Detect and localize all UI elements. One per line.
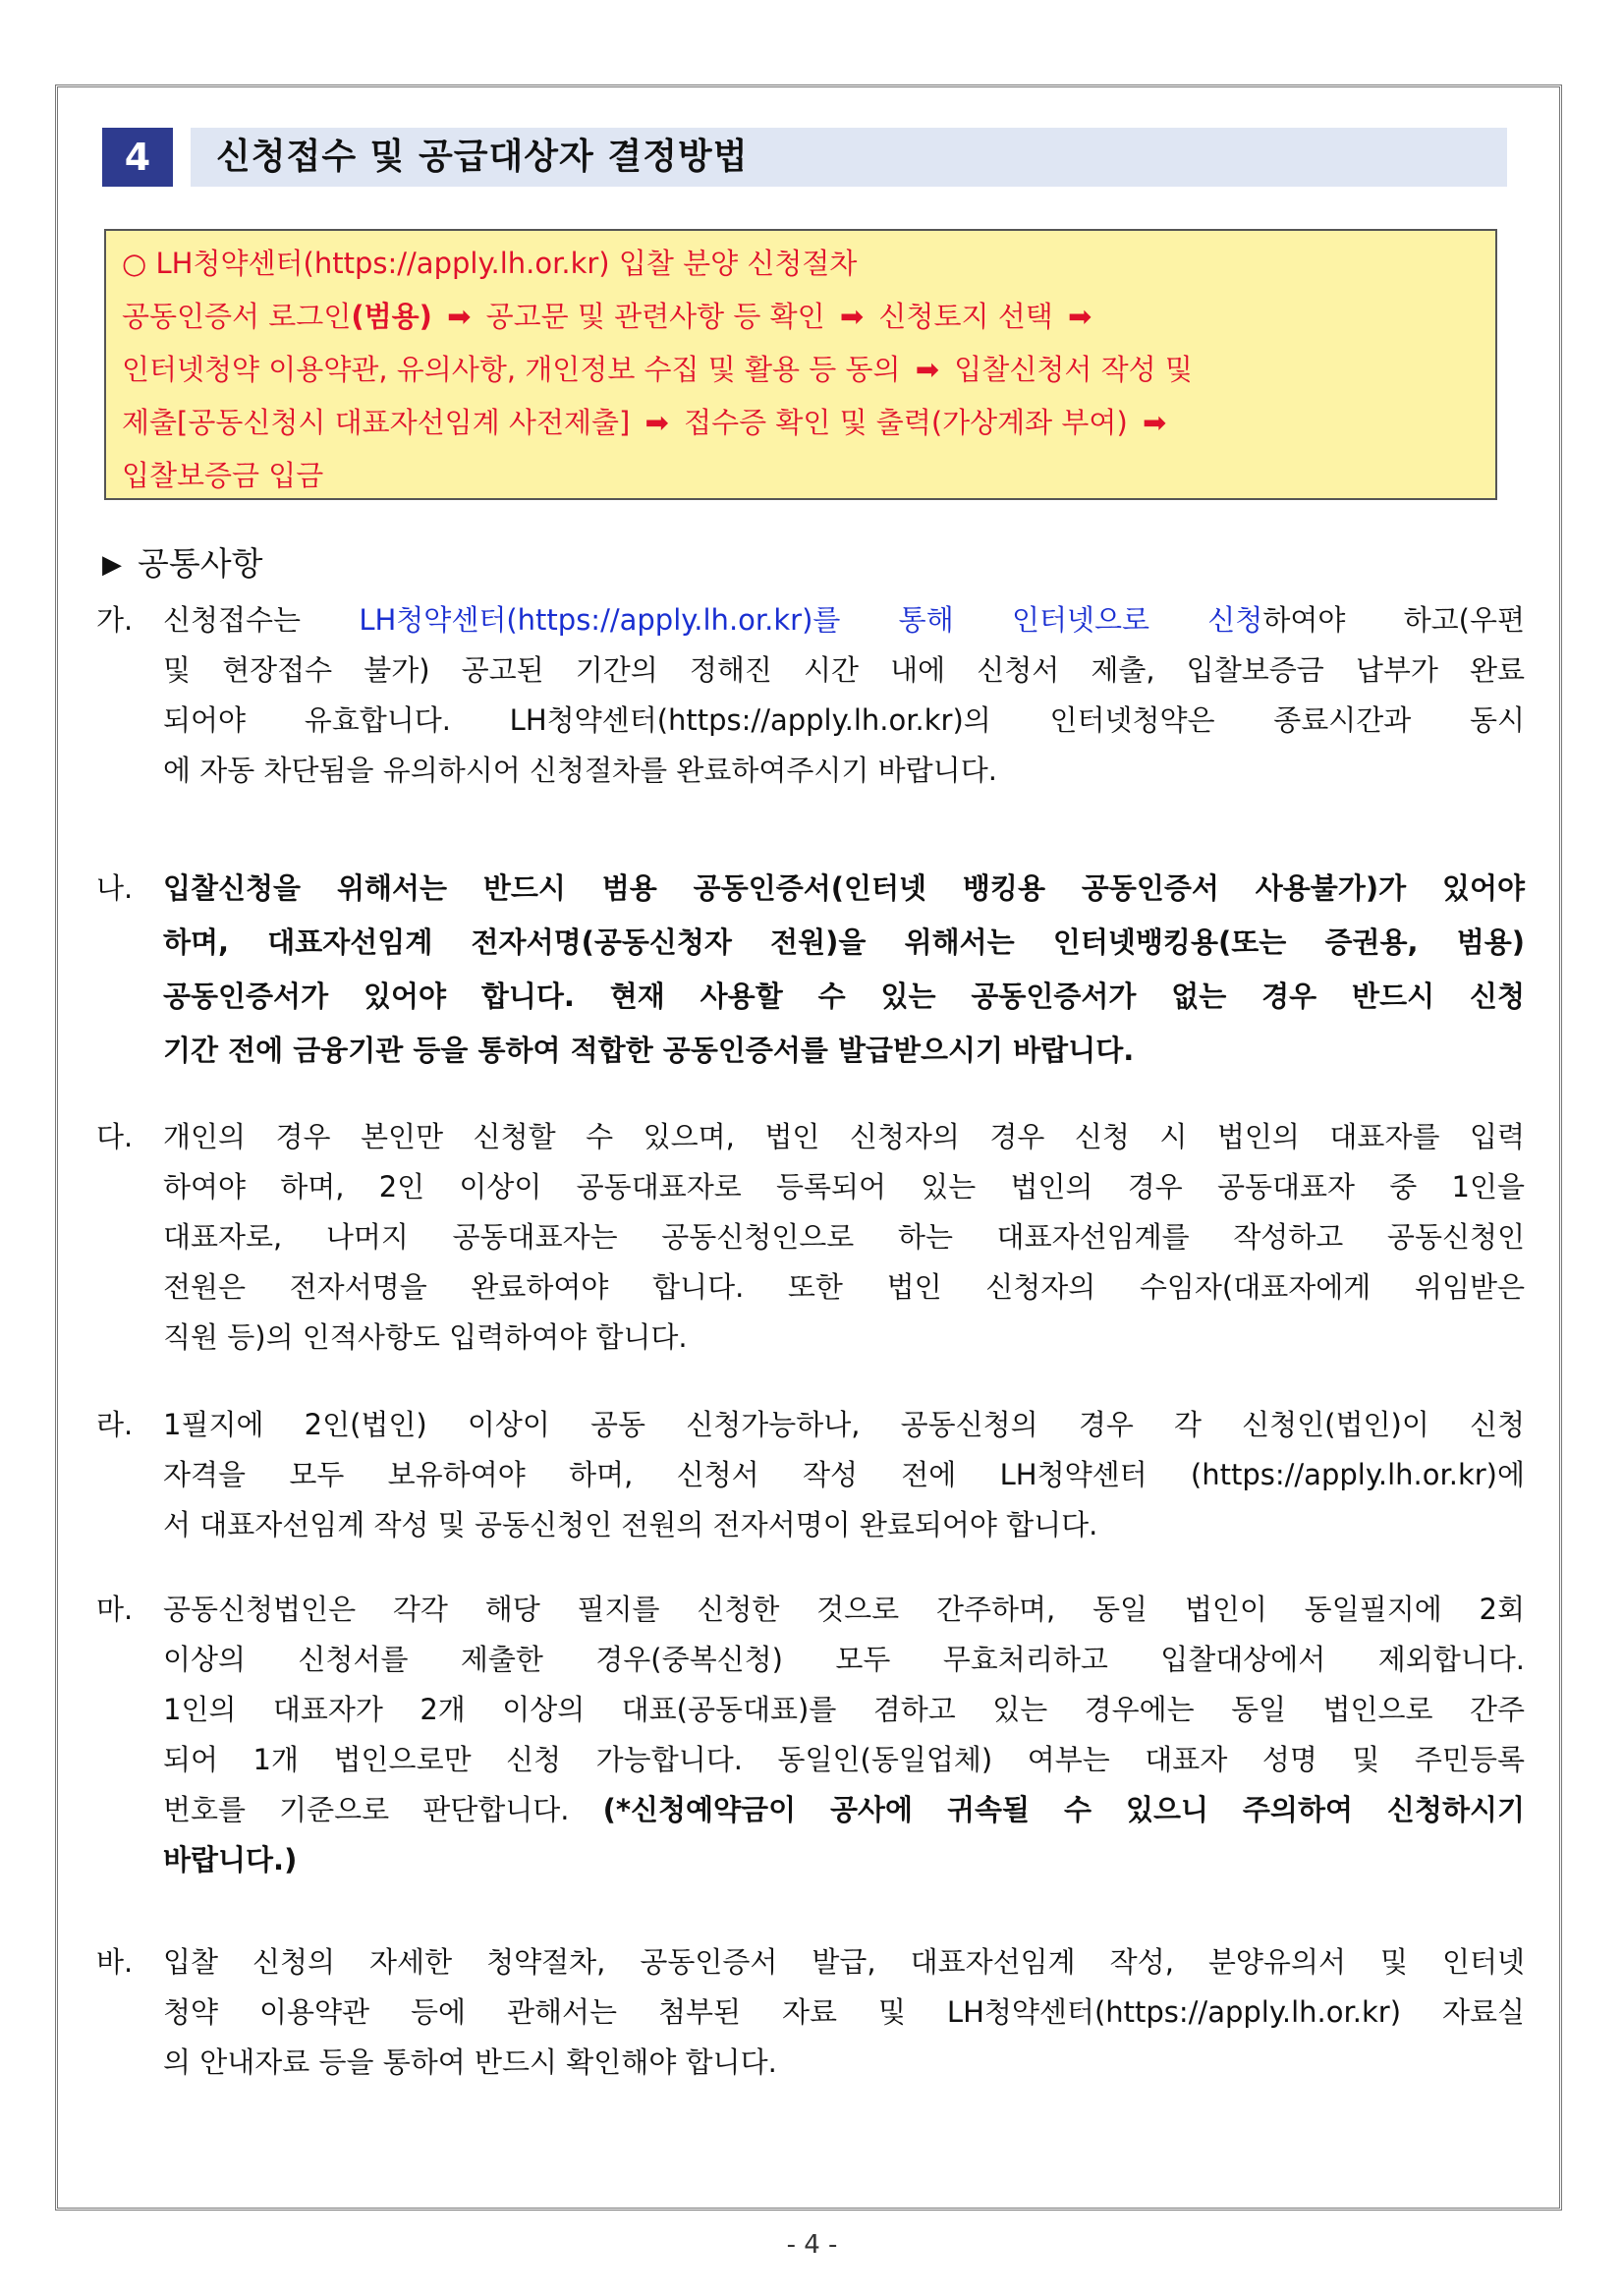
item-line: 하며, 대표자선임계 전자서명(공동신청자 전원)을 위해서는 인터넷뱅킹용(또는 증권용, 범용): [163, 925, 1525, 959]
step-write-application: 입찰신청서 작성 및: [954, 353, 1193, 386]
item-line: [163, 1785, 1525, 1835]
item-line: 공동인증서가 있어야 합니다. 현재 사용할 수 있는 공동인증서가 없는 경우 반드시 신청: [163, 980, 1525, 1013]
item-line: 직원 등)의 인적사항도 입력하여야 합니다.: [163, 1320, 688, 1354]
step-select-land: 신청토지 선택: [878, 300, 1053, 333]
item-ga: [96, 595, 1525, 796]
item-label: 나.: [96, 871, 134, 905]
procedure-heading: ○ LH청약센터(https://apply.lh.or.kr) 입찰 분양 신청절차: [122, 247, 858, 280]
section-title: 신청접수 및 공급대상자 결정방법: [216, 137, 749, 177]
arrow-icon: ➡: [1067, 300, 1092, 333]
triangle-bullet-icon: ▶: [102, 550, 122, 580]
item-text: 번호를 기준으로 판단합니다.: [163, 1793, 603, 1826]
item-label: 마.: [96, 1593, 134, 1626]
application-procedure-box: [104, 229, 1497, 500]
lh-center-link-text: LH청약센터(https://apply.lh.or.kr)를 통해 인터넷으로 신청: [359, 603, 1263, 637]
item-line: 입찰신청을 위해서는 반드시 범용 공동인증서(인터넷 뱅킹용 공동인증서 사용불가)가 있어야: [163, 871, 1525, 905]
arrow-icon: ➡: [915, 353, 940, 386]
item-ba: [96, 1937, 1525, 2088]
item-ma: [96, 1585, 1525, 1885]
item-line: 전원은 전자서명을 완료하여야 합니다. 또한 법인 신청자의 수임자(대표자에게 위임받은: [163, 1270, 1525, 1304]
item-line: 하여야 하며, 2인 이상이 공동대표자로 등록되어 있는 법인의 경우 공동대표자 중 1인을: [163, 1170, 1525, 1204]
item-ra: [96, 1400, 1525, 1550]
step-login: 공동인증서 로그인: [122, 300, 352, 333]
item-line: 에 자동 차단됨을 유의하시어 신청절차를 완료하여주시기 바랍니다.: [163, 754, 997, 787]
forfeit-warning-end: 바랍니다.): [163, 1843, 298, 1876]
item-label: 가.: [96, 603, 134, 637]
arrow-icon: ➡: [1142, 406, 1167, 439]
item-line: 의 안내자료 등을 통하여 반드시 확인해야 합니다.: [163, 2045, 777, 2079]
procedure-line-2: [122, 290, 1482, 343]
step-check-notice: 공고문 및 관련사항 등 확인: [485, 300, 825, 333]
item-line: 입찰 신청의 자세한 청약절차, 공동인증서 발급, 대표자선임계 작성, 분양유의서 및 인터넷: [163, 1945, 1525, 1979]
item-line: 1인의 대표자가 2개 이상의 대표(공동대표)를 겸하고 있는 경우에는 동일 법인으로 간주: [163, 1693, 1525, 1726]
item-line: 청약 이용약관 등에 관해서는 첨부된 자료 및 LH청약센터(https://apply.lh.or.kr) 자료실: [163, 1995, 1525, 2029]
item-line: 공동신청법인은 각각 해당 필지를 신청한 것으로 간주하며, 동일 법인이 동일필지에 2회: [163, 1593, 1525, 1626]
item-line: 자격을 모두 보유하여야 하며, 신청서 작성 전에 LH청약센터 (https://apply.lh.or.kr)에: [163, 1458, 1525, 1491]
item-line: 이상의 신청서를 제출한 경우(중복신청) 모두 무효처리하고 입찰대상에서 제외합니다.: [163, 1643, 1525, 1676]
procedure-line-3: [122, 343, 1482, 396]
item-text: 신청접수는: [163, 603, 360, 637]
item-da: [96, 1112, 1525, 1363]
item-line: [163, 595, 1525, 645]
step-consent: 인터넷청약 이용약관, 유의사항, 개인정보 수집 및 활용 등 동의: [122, 353, 901, 386]
item-line: 개인의 경우 본인만 신청할 수 있으며, 법인 신청자의 경우 신청 시 법인의 대표자를 입력: [163, 1120, 1525, 1153]
common-matters-heading: [102, 538, 263, 585]
item-line: 되어야 유효합니다. LH청약센터(https://apply.lh.or.kr)의 인터넷청약은 종료시간과 동시: [163, 703, 1525, 737]
item-na: [96, 862, 1525, 1078]
item-label: 다.: [96, 1120, 134, 1153]
step-receipt: 접수증 확인 및 출력(가상계좌 부여): [684, 406, 1128, 439]
item-label: 바.: [96, 1945, 134, 1979]
item-text: 하여야 하고(우편: [1262, 603, 1525, 637]
arrow-icon: ➡: [839, 300, 865, 333]
item-line: 되어 1개 법인으로만 신청 가능합니다. 동일인(동일업체) 여부는 대표자 성명 및 주민등록: [163, 1743, 1525, 1776]
common-matters-label: 공통사항: [138, 544, 263, 583]
item-line: 및 현장접수 불가) 공고된 기간의 정해진 시간 내에 신청서 제출, 입찰보증금 납부가 완료: [163, 653, 1525, 687]
page-number: - 4 -: [786, 2230, 838, 2260]
item-line: 1필지에 2인(법인) 이상이 공동 신청가능하나, 공동신청의 경우 각 신청인(법인)이 신청: [163, 1408, 1525, 1441]
procedure-line-4: [122, 396, 1482, 449]
step-login-note: (범용): [351, 300, 432, 333]
forfeit-warning: (*신청예약금이 공사에 귀속될 수 있으니 주의하여 신청하시기: [602, 1793, 1525, 1826]
step-deposit: 입찰보증금 입금: [122, 459, 324, 492]
item-line: 서 대표자선임계 작성 및 공동신청인 전원의 전자서명이 완료되어야 합니다.: [163, 1508, 1098, 1541]
arrow-icon: ➡: [447, 300, 472, 333]
item-line: 대표자로, 나머지 공동대표자는 공동신청인으로 하는 대표자선임계를 작성하고 공동신청인: [163, 1220, 1525, 1254]
step-submit: 제출[공동신청시 대표자선임계 사전제출]: [122, 406, 631, 439]
section-number-badge: 4: [102, 128, 173, 187]
item-label: 라.: [96, 1408, 134, 1441]
arrow-icon: ➡: [644, 406, 669, 439]
item-line: 기간 전에 금융기관 등을 통하여 적합한 공동인증서를 발급받으시기 바랍니다.: [163, 1034, 1135, 1067]
